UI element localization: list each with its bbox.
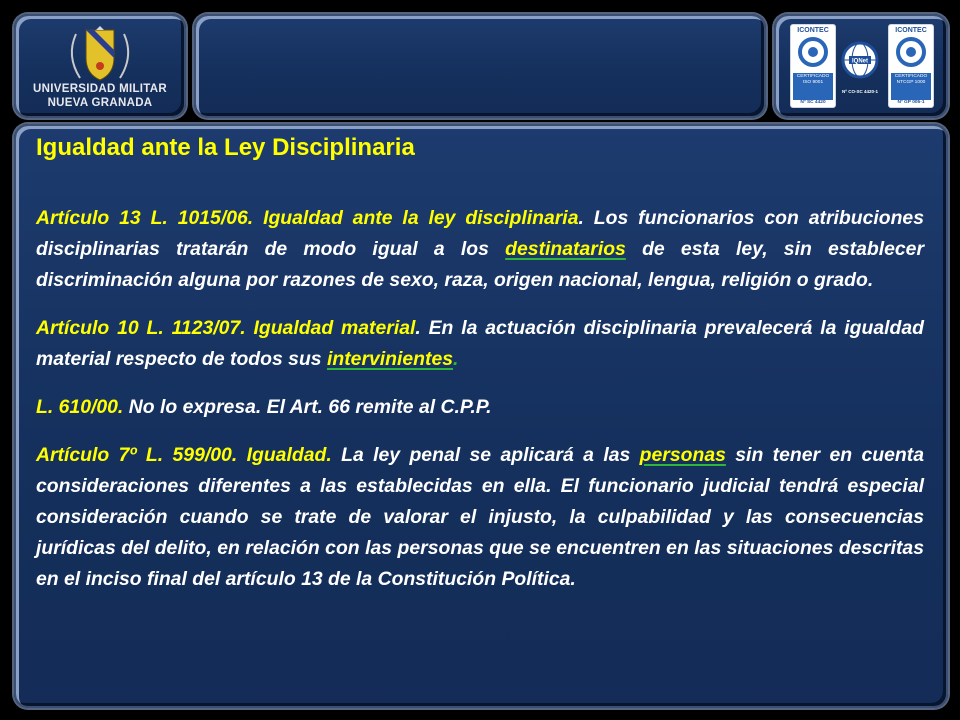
paragraph-text: La ley penal se aplicará a las — [331, 444, 640, 466]
seal-cert-line: NTCGP 1000 — [896, 80, 926, 86]
paragraph-art13-l1015 — [36, 203, 924, 296]
article-reference: L. 610/00. — [36, 396, 124, 418]
paragraph-text: de esta ley, sin establecer discriminación alguna por razones de sexo, raza, origen nacional, lengua, religión o grado. — [36, 238, 924, 291]
paragraph-text: . — [453, 348, 459, 370]
paragraph-text: No lo expresa. El Art. 66 remite al C.P.P. — [123, 396, 492, 418]
link-personas[interactable]: personas — [639, 444, 726, 466]
article-reference: Artículo 10 L. 1123/07. Igualdad material — [36, 317, 416, 339]
seal-cert-band — [891, 73, 931, 100]
seal-number: Nº SC 4420 — [800, 100, 826, 105]
seal-cert-line: CERTIFICADO — [796, 74, 830, 79]
seal-cert-line: CERTIFICADO — [894, 74, 928, 79]
paragraph-l610 — [36, 392, 924, 423]
header-banner-panel — [194, 14, 766, 118]
slide-body — [36, 203, 924, 612]
paragraph-art10-l1123 — [36, 313, 924, 375]
iqnet-seal — [840, 40, 880, 94]
article-reference: Artículo 13 L. 1015/06. Igualdad ante la ley disciplinaria — [36, 207, 579, 229]
icontec-logo-icon — [798, 37, 828, 67]
university-name-line2: NUEVA GRANADA — [47, 97, 153, 109]
seal-number: Nº CO-SC 4420-1 — [842, 89, 878, 94]
seal-brand: ICONTEC — [797, 27, 829, 34]
iqnet-globe-icon — [840, 40, 880, 90]
certifications-panel — [774, 14, 948, 118]
seal-cert-band — [793, 73, 833, 100]
seal-brand: ICONTEC — [895, 27, 927, 34]
university-name-line1: UNIVERSIDAD MILITAR — [33, 83, 167, 95]
paragraph-art7-l599 — [36, 440, 924, 595]
paragraph-text: . Los funcionarios con atribuciones disciplinarias tratarán de modo igual a los — [36, 207, 924, 260]
icontec-logo-icon — [896, 37, 926, 67]
paragraph-text: . En la actuación disciplinaria prevalecerá la igualdad material respecto de todos sus — [36, 317, 924, 370]
svg-text:IQNet: IQNet — [851, 58, 869, 65]
icontec-iso-seal — [790, 24, 836, 108]
link-intervinientes[interactable]: intervinientes — [326, 348, 454, 370]
article-reference: Artículo 7º L. 599/00. Igualdad. — [36, 444, 332, 466]
icontec-ntcgp-seal — [888, 24, 934, 108]
university-logo-panel — [14, 14, 186, 118]
seal-number: Nº GP 005-1 — [897, 100, 925, 105]
seal-cert-line: ISO 9001 — [802, 80, 824, 86]
paragraph-text: sin tener en cuenta consideraciones diferentes a las establecidas en ella. El funcionario judicial tendrá especial consideración cuando se trate de valorar el injusto, la culpabilidad y las consecuencias jurídicas del delito, en relación con las personas que se encuentren en las situaciones descritas en el inciso final del artículo 13 de la Constitución Política. — [36, 444, 924, 590]
slide-title: Igualdad ante la Ley Disciplinaria — [36, 134, 415, 161]
link-destinatarios[interactable]: destinatarios — [505, 238, 626, 260]
